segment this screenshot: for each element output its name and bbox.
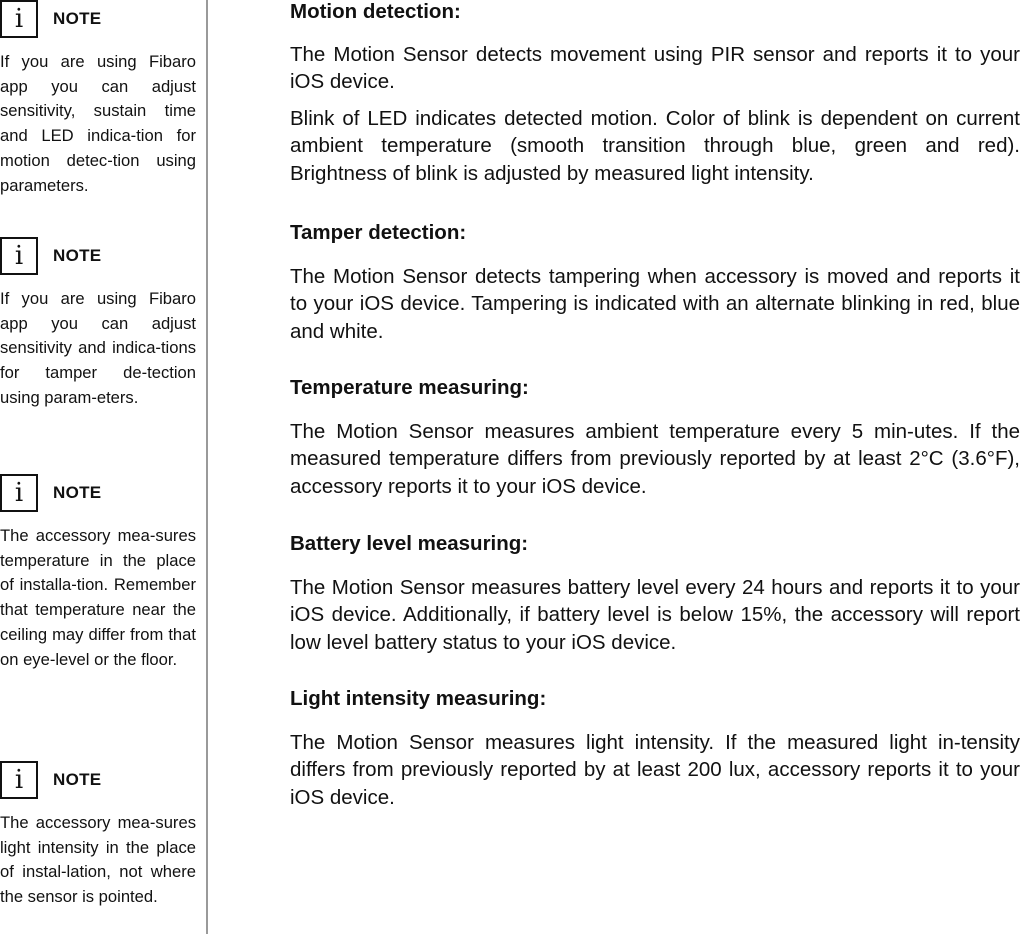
section-paragraph: Blink of LED indicates detected motion. Color of blink is dependent on current ambient temperature (smooth transition through blue, green and red). Brightness of blink is adjusted by measured light intensity. — [290, 106, 1020, 185]
note-header — [0, 761, 196, 805]
section-heading: Light intensity measuring: — [290, 687, 547, 710]
section-motion-detection — [290, 0, 1020, 187]
section-heading: Battery level measuring: — [290, 532, 529, 555]
section-paragraph: The Motion Sensor measures light intensity. If the measured light in-tensity differs from previously reported by at least 200 lux, accessory reports it to your iOS device. — [290, 731, 1020, 809]
note-label: NOTE — [53, 770, 102, 789]
note-label: NOTE — [53, 246, 102, 265]
note-box — [0, 237, 196, 411]
note-header — [0, 0, 196, 44]
section-paragraph: The Motion Sensor measures battery level every 24 hours and reports it to your iOS device. Additionally, if battery level is below 15%, the accessory will report low level battery status to your iOS device. — [290, 576, 1020, 654]
info-icon: i — [0, 0, 38, 38]
info-icon: i — [0, 237, 38, 275]
section-paragraph: The Motion Sensor detects tampering when accessory is moved and reports it to your iOS device. Tampering is indicated with an alternate blinking in red, blue and white. — [290, 265, 1020, 343]
section-heading: Tamper detection: — [290, 221, 467, 244]
note-header — [0, 237, 196, 281]
section-battery-level-measuring — [290, 532, 1020, 656]
section-paragraph: The Motion Sensor detects movement using PIR sensor and reports it to your iOS device. — [290, 43, 1020, 94]
section-paragraph: The Motion Sensor measures ambient temperature every 5 min-utes. If the measured temperature differs from previously reported by at least 2°C (3.6°F), accessory reports it to your iOS device. — [290, 420, 1020, 498]
notes-sidebar — [0, 0, 208, 934]
note-label: NOTE — [53, 9, 102, 28]
note-text: If you are using Fibaro app you can adjust sensitivity and indica-tions for tamper de-tection using param-eters. — [0, 289, 196, 407]
info-icon: i — [0, 761, 38, 799]
section-temperature-measuring — [290, 376, 1020, 500]
note-header — [0, 474, 196, 518]
section-heading: Temperature measuring: — [290, 376, 529, 399]
section-tamper-detection — [290, 221, 1020, 345]
section-light-intensity-measuring — [290, 687, 1020, 811]
note-text: The accessory mea-sures light intensity in the place of instal-lation, not where the sensor is pointed. — [0, 813, 196, 907]
note-box — [0, 474, 196, 672]
note-label: NOTE — [53, 483, 102, 502]
note-box — [0, 0, 196, 198]
note-text: The accessory mea-sures temperature in the place of installa-tion. Remember that temperature near the ceiling may differ from that on eye-level or the floor. — [0, 526, 196, 669]
note-box — [0, 761, 196, 910]
section-heading: Motion detection: — [290, 0, 461, 23]
info-icon: i — [0, 474, 38, 512]
note-text: If you are using Fibaro app you can adjust sensitivity, sustain time and LED indica-tion for motion detec-tion using parameters. — [0, 52, 196, 195]
